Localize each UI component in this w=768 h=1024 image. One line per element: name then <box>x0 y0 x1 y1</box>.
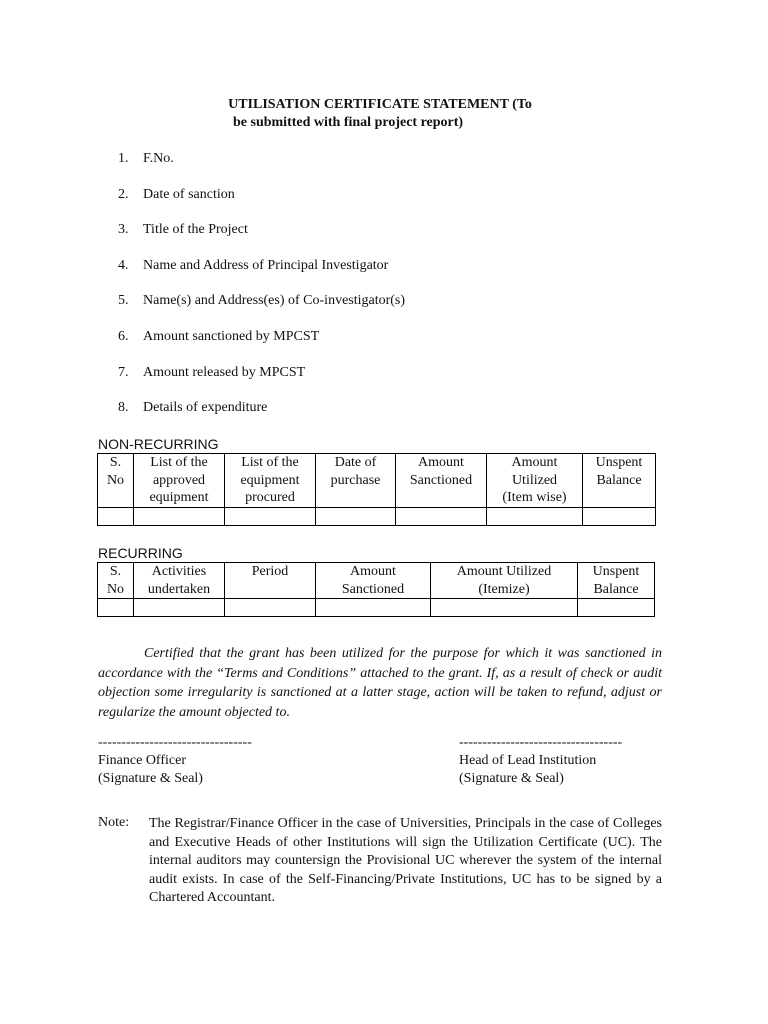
table-cell <box>225 599 316 617</box>
list-item-number: 4. <box>118 257 129 273</box>
table-header-cell: S. No <box>98 563 134 599</box>
table-cell <box>316 508 396 526</box>
recurring-label: RECURRING <box>98 545 183 561</box>
table-header-cell: Unspent Balance <box>583 454 656 508</box>
list-item-number: 8. <box>118 400 129 416</box>
table-header-cell: List of the approved equipment <box>134 454 225 508</box>
recurring-table <box>97 562 655 617</box>
table-row <box>98 508 656 526</box>
list-item-number: 3. <box>118 222 129 238</box>
table-cell <box>316 599 431 617</box>
signature-line: ----------------------------------- <box>459 735 623 750</box>
list-item-text: Title of the Project <box>143 222 248 238</box>
table-header-cell: Unspent Balance <box>578 563 655 599</box>
list-item-text: Details of expenditure <box>143 400 268 416</box>
list-item-number: 2. <box>118 186 129 202</box>
list-item-text: Amount sanctioned by MPCST <box>143 328 320 344</box>
document-title: UTILISATION CERTIFICATE STATEMENT (To <box>228 97 532 112</box>
table-cell <box>583 508 656 526</box>
list-item-number: 1. <box>118 151 129 166</box>
table-header-cell: Activities undertaken <box>134 563 225 599</box>
table-cell <box>134 508 225 526</box>
table-cell <box>98 599 134 617</box>
head-institution-signature <box>459 734 622 788</box>
table-cell <box>225 508 316 526</box>
table-cell <box>431 599 578 617</box>
signatory-subtitle: (Signature & Seal) <box>98 771 203 786</box>
table-header-row <box>98 563 655 599</box>
table-row <box>98 599 655 617</box>
note-label: Note: <box>98 815 130 830</box>
table-header-cell: Amount Sanctioned <box>316 563 431 599</box>
table-header-cell: Period <box>225 563 316 599</box>
non-recurring-table <box>97 453 656 526</box>
table-header-cell: S. No <box>98 454 134 508</box>
table-header-row <box>98 454 656 508</box>
document-subtitle: be submitted with final project report) <box>233 115 464 130</box>
table-header-cell: Date of purchase <box>316 454 396 508</box>
signatory-title: Head of Lead Institution <box>459 753 597 768</box>
non-recurring-label: NON-RECURRING <box>98 436 219 452</box>
list-item-text: Name and Address of Principal Investigator <box>143 257 389 273</box>
list-item-text: Date of sanction <box>143 186 235 202</box>
note-text: The Registrar/Finance Officer in the case of Universities, Principals in the case of Colleges and Executive Heads of other Institutions will sign the Utilization Certificate (UC). The internal auditors may countersign the Provisional UC wherever the system of the internal audit exists. In case of the Self-Financing/Private Institutions, UC has to be signed by a Chartered Accountant. <box>149 816 662 905</box>
table-cell <box>578 599 655 617</box>
table-cell <box>134 599 225 617</box>
certificate-text: Certified that the grant has been utilized for the purpose for which it was sanctioned in accordance with the “Terms and Conditions” attached to the grant. If, as a result of check or audit objection some irregularity is sanctioned at a latter stage, action will be taken to refund, adjust or regularize the amount objected to. <box>98 646 662 720</box>
table-cell <box>98 508 134 526</box>
list-item-text: F.No. <box>143 151 174 166</box>
signatory-title: Finance Officer <box>98 753 186 768</box>
table-cell <box>396 508 487 526</box>
certificate-paragraph <box>98 644 662 722</box>
table-header-cell: Amount Utilized (Item wise) <box>487 454 583 508</box>
table-header-cell: Amount Utilized (Itemize) <box>431 563 578 599</box>
list-item-text: Amount released by MPCST <box>143 364 306 380</box>
list-item-number: 5. <box>118 293 129 309</box>
signatory-subtitle: (Signature & Seal) <box>459 771 564 786</box>
list-item-text: Name(s) and Address(es) of Co-investigator(s) <box>143 293 406 309</box>
signature-line: --------------------------------- <box>98 735 252 750</box>
table-cell <box>487 508 583 526</box>
table-header-cell: Amount Sanctioned <box>396 454 487 508</box>
table-header-cell: List of the equipment procured <box>225 454 316 508</box>
finance-officer-signature <box>98 734 252 788</box>
list-item-number: 7. <box>118 364 129 380</box>
list-item-number: 6. <box>118 328 129 344</box>
